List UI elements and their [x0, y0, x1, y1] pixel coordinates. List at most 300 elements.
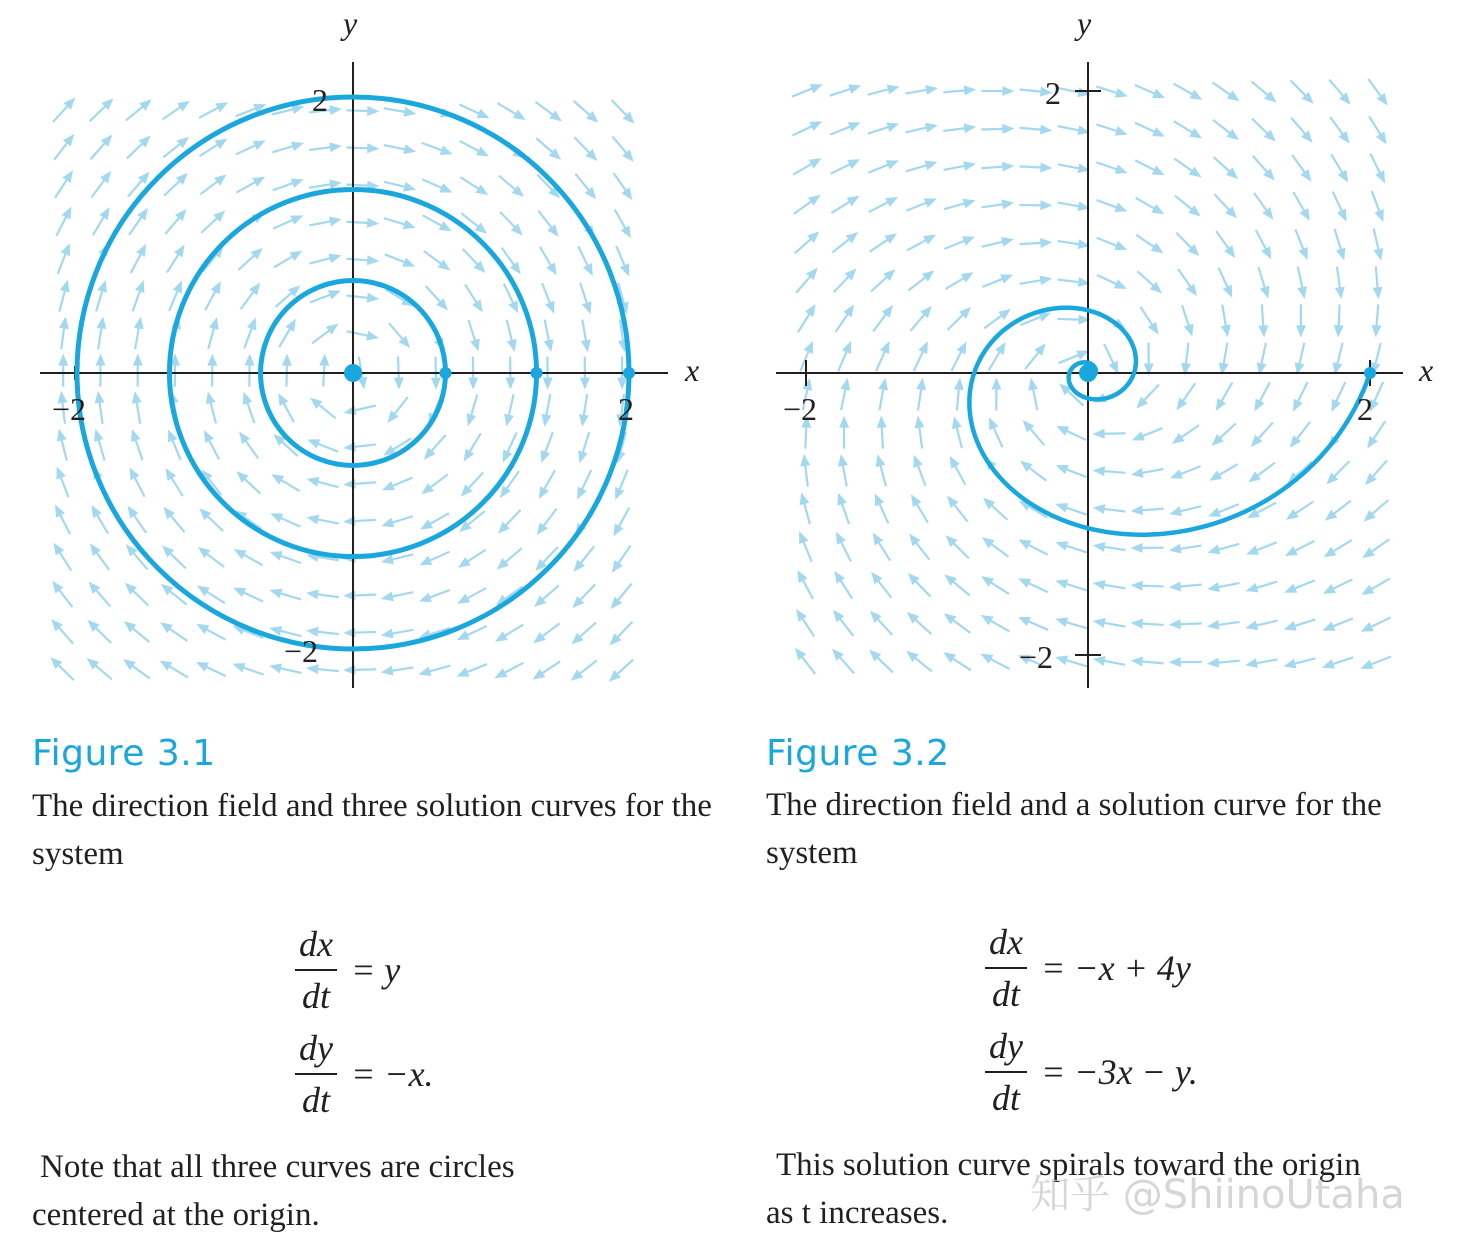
field-arrowhead	[197, 586, 210, 597]
watermark: 知乎 @ShiinoUtaha	[1030, 1172, 1405, 1218]
field-arrowhead	[1040, 238, 1052, 248]
field-arrowhead	[1262, 207, 1273, 220]
right-hand-side: = y	[350, 950, 401, 990]
solution-point	[439, 367, 451, 379]
field-arrowhead	[876, 454, 886, 467]
field-arrowhead	[1132, 431, 1145, 440]
field-arrowhead	[306, 589, 319, 599]
figure-3-1-title: Figure 3.1	[32, 733, 216, 774]
field-arrowhead	[541, 450, 550, 463]
field-arrowhead	[307, 439, 320, 448]
field-arrowhead	[472, 299, 483, 312]
solution-point	[344, 364, 362, 382]
field-arrowhead	[1055, 579, 1068, 589]
y-axis-label: y	[1077, 5, 1092, 41]
field-arrowhead	[419, 593, 432, 602]
fraction	[295, 923, 337, 1017]
field-arrowhead	[367, 106, 379, 116]
field-arrowhead	[543, 378, 553, 390]
field-arrowhead	[537, 522, 548, 535]
field-arrowhead	[1324, 547, 1337, 558]
field-arrowhead	[884, 233, 897, 244]
field-arrowhead	[1056, 465, 1069, 474]
field-arrowhead	[1001, 237, 1014, 247]
field-arrowhead	[1245, 620, 1258, 630]
field-arrowhead	[307, 477, 320, 487]
field-arrowhead	[886, 160, 899, 169]
field-arrowhead	[842, 341, 851, 354]
field-arrowhead	[174, 245, 185, 258]
field-arrowhead	[1131, 543, 1143, 553]
numerator: dy	[295, 1027, 337, 1075]
field-arrowhead	[802, 378, 812, 391]
solution-curve	[969, 308, 1370, 535]
field-arrowhead	[1131, 581, 1143, 591]
field-arrowhead	[245, 354, 255, 366]
field-arrowhead	[582, 301, 592, 314]
field-arrowhead	[1169, 581, 1181, 591]
field-arrowhead	[1002, 86, 1014, 96]
field-arrowhead	[239, 431, 250, 444]
field-arrowhead	[97, 280, 107, 293]
field-arrowhead	[1131, 657, 1143, 667]
field-arrowhead	[913, 455, 922, 468]
field-arrowhead	[925, 85, 938, 95]
equation-row	[295, 1022, 434, 1126]
field-arrowhead	[95, 391, 105, 404]
field-arrowhead	[925, 161, 938, 171]
field-arrowhead	[198, 547, 211, 558]
field-arrowhead	[319, 354, 329, 366]
field-arrowhead	[1334, 325, 1344, 337]
field-arrowhead	[1374, 209, 1383, 222]
x-axis-label: x	[685, 352, 700, 388]
field-arrowhead	[848, 84, 861, 94]
field-arrowhead	[418, 666, 431, 676]
field-arrowhead	[1338, 170, 1348, 183]
field-arrowhead	[1296, 325, 1306, 337]
y-tick-label-pos: 2	[1045, 75, 1061, 111]
field-arrowhead	[847, 196, 860, 207]
field-arrowhead	[982, 537, 995, 548]
field-arrowhead	[621, 187, 632, 200]
solution-curves	[969, 308, 1376, 535]
field-arrowhead	[620, 263, 629, 276]
field-arrowhead	[579, 414, 589, 427]
y-tick-label-neg: −2	[1019, 639, 1054, 675]
field-arrowhead	[1377, 93, 1388, 106]
field-arrowhead	[1248, 471, 1261, 482]
field-arrowhead	[887, 85, 900, 95]
field-arrowhead	[800, 454, 810, 467]
field-arrowhead	[1207, 658, 1219, 668]
field-arrowhead	[173, 281, 182, 294]
field-arrowhead	[233, 663, 246, 672]
field-arrowhead	[366, 331, 379, 341]
field-arrowhead	[1131, 619, 1143, 629]
numerator: dy	[985, 1025, 1027, 1073]
field-arrowhead	[617, 378, 627, 390]
field-arrowhead	[1002, 124, 1014, 134]
field-arrowhead	[160, 660, 173, 670]
field-arrowhead	[840, 378, 850, 391]
field-arrowhead	[1286, 509, 1299, 520]
field-arrowhead	[1093, 504, 1106, 514]
y-axis-label: y	[343, 5, 358, 41]
field-arrowhead	[1208, 507, 1221, 516]
field-arrowhead	[306, 515, 319, 525]
fraction	[985, 921, 1027, 1015]
field-arrowhead	[177, 101, 190, 112]
equation-row	[985, 1020, 1198, 1124]
direction-field	[50, 97, 634, 681]
field-arrowhead	[914, 416, 924, 429]
field-arrowhead	[381, 666, 394, 676]
field-arrowhead	[1093, 580, 1106, 590]
field-arrowhead	[1336, 248, 1346, 261]
field-arrowhead	[215, 139, 228, 150]
field-arrowhead	[96, 317, 106, 330]
field-arrowhead	[207, 354, 217, 366]
field-arrowhead	[1245, 658, 1258, 668]
field-arrowhead	[344, 405, 357, 415]
field-arrowhead	[1114, 203, 1127, 212]
field-arrowhead	[916, 378, 926, 391]
field-arrowhead	[1260, 286, 1270, 299]
field-arrowhead	[507, 339, 517, 352]
field-arrowhead	[243, 392, 252, 405]
field-arrowhead	[475, 184, 488, 195]
field-arrowhead	[367, 218, 379, 228]
field-arrowhead	[1258, 325, 1268, 337]
fraction	[985, 1025, 1027, 1119]
figure-3-1-note: Note that all three curves are circles centered at the origin.	[32, 1149, 515, 1233]
field-arrowhead	[58, 354, 68, 366]
field-arrowhead	[1335, 287, 1345, 300]
field-arrowhead	[100, 171, 111, 184]
field-arrowhead	[839, 416, 849, 428]
field-arrowhead	[94, 429, 104, 442]
field-arrowhead	[133, 354, 143, 366]
field-arrowhead	[329, 217, 342, 227]
field-arrowhead	[132, 391, 142, 404]
field-arrowhead	[1284, 583, 1297, 592]
field-arrowhead	[1169, 619, 1181, 629]
field-arrowhead	[580, 378, 590, 390]
field-arrowhead	[808, 195, 821, 206]
figure-3-2-plot	[731, 0, 1462, 700]
figure-3-2-caption: The direction field and a solution curve for the system	[766, 787, 1382, 871]
field-arrowhead	[799, 531, 808, 544]
field-arrowhead	[998, 309, 1011, 320]
x-tick-label-pos: 2	[618, 391, 634, 427]
field-arrowhead	[1186, 283, 1197, 296]
field-arrowhead	[269, 664, 282, 674]
field-arrowhead	[1018, 617, 1031, 626]
numerator: dx	[295, 923, 337, 971]
field-arrowhead	[1002, 162, 1014, 172]
field-arrowhead	[1040, 200, 1052, 210]
field-arrowhead	[382, 481, 395, 490]
field-arrowhead	[329, 105, 341, 115]
field-arrowhead	[991, 378, 1001, 390]
field-arrowhead	[1207, 620, 1220, 630]
field-arrowhead	[848, 122, 861, 131]
field-arrowhead	[394, 377, 404, 389]
field-arrowhead	[54, 543, 65, 556]
field-arrowhead	[402, 257, 415, 266]
field-arrowhead	[963, 161, 976, 171]
field-arrowhead	[877, 416, 887, 428]
field-arrowhead	[270, 589, 283, 599]
field-arrowhead	[137, 208, 148, 221]
field-arrowhead	[123, 659, 136, 670]
field-arrowhead	[95, 354, 105, 366]
field-arrowhead	[1169, 506, 1182, 516]
field-arrowhead	[1184, 324, 1193, 337]
field-arrowhead	[1283, 659, 1296, 669]
right-hand-side: = −x.	[350, 1054, 434, 1094]
field-arrowhead	[1227, 90, 1240, 101]
field-arrowhead	[1374, 248, 1384, 261]
solution-point	[1364, 367, 1376, 379]
field-arrowhead	[247, 317, 256, 330]
figure-3-2-equations	[985, 916, 1198, 1124]
field-arrowhead	[533, 632, 546, 643]
field-arrowhead	[1373, 287, 1383, 299]
field-arrowhead	[1360, 660, 1373, 669]
x-tick-label-neg: −2	[52, 391, 87, 427]
field-arrowhead	[56, 467, 65, 480]
field-arrowhead	[209, 317, 219, 330]
field-arrowhead	[90, 543, 101, 556]
solution-point	[1079, 364, 1097, 382]
field-arrowhead	[1148, 322, 1159, 335]
field-arrowhead	[57, 429, 67, 442]
field-arrowhead	[1367, 436, 1378, 449]
field-arrowhead	[834, 571, 845, 584]
field-arrowhead	[206, 391, 216, 404]
field-arrowhead	[1020, 461, 1033, 472]
field-arrowhead	[1246, 583, 1259, 593]
field-arrowhead	[1170, 469, 1183, 478]
field-arrowhead	[805, 304, 816, 317]
field-arrowhead	[1297, 286, 1307, 299]
field-arrowhead	[52, 581, 63, 594]
field-arrowhead	[544, 339, 554, 352]
field-arrowhead	[1115, 88, 1128, 98]
field-arrowhead	[1207, 545, 1220, 555]
field-arrowhead	[381, 518, 394, 528]
fraction	[295, 1027, 337, 1121]
field-arrowhead	[403, 144, 416, 154]
field-arrowhead	[404, 107, 417, 117]
field-arrowhead	[1040, 162, 1052, 172]
field-arrowhead	[271, 474, 284, 484]
field-arrowhead	[1221, 325, 1231, 338]
field-arrowhead	[165, 468, 176, 481]
field-arrowhead	[615, 487, 624, 500]
field-arrowhead	[1169, 544, 1182, 554]
field-arrowhead	[131, 429, 140, 442]
figure-3-2-title: Figure 3.2	[766, 733, 950, 774]
field-arrowhead	[343, 442, 355, 452]
field-arrowhead	[504, 414, 514, 427]
field-arrowhead	[62, 170, 73, 183]
field-arrowhead	[403, 220, 416, 230]
field-arrowhead	[964, 123, 977, 133]
field-arrowhead	[381, 629, 394, 639]
field-arrowhead	[1002, 199, 1015, 209]
field-arrowhead	[326, 324, 339, 335]
field-arrowhead	[1093, 656, 1106, 666]
field-arrowhead	[135, 280, 144, 293]
field-arrowhead	[1055, 503, 1068, 512]
field-arrowhead	[962, 236, 975, 245]
field-arrowhead	[1224, 245, 1235, 258]
field-arrowhead	[1189, 128, 1202, 139]
field-arrowhead	[878, 378, 888, 391]
field-arrowhead	[282, 354, 292, 366]
field-arrowhead	[464, 449, 475, 462]
field-arrowhead	[533, 669, 546, 680]
field-arrowhead	[800, 492, 810, 505]
field-arrowhead	[458, 557, 471, 568]
field-arrowhead	[837, 493, 846, 506]
field-arrowhead	[1338, 131, 1349, 144]
field-arrowhead	[944, 613, 957, 624]
denominator: dt	[301, 976, 330, 1016]
field-arrowhead	[381, 591, 394, 601]
field-arrowhead	[456, 667, 469, 676]
field-arrowhead	[1093, 618, 1106, 628]
field-arrowhead	[1115, 164, 1128, 173]
field-arrowhead	[1322, 659, 1335, 668]
field-arrowhead	[214, 175, 227, 186]
field-arrowhead	[1028, 378, 1038, 391]
field-arrowhead	[954, 378, 964, 390]
field-arrowhead	[1189, 166, 1202, 177]
field-arrowhead	[291, 142, 304, 152]
field-arrowhead	[1055, 617, 1068, 627]
field-arrowhead	[924, 198, 937, 207]
field-arrowhead	[470, 339, 480, 352]
field-arrowhead	[1284, 621, 1297, 631]
field-arrowhead	[1298, 247, 1307, 260]
field-arrowhead	[952, 416, 962, 429]
field-arrowhead	[367, 255, 379, 265]
field-arrowhead	[99, 207, 109, 220]
y-tick-label-neg: −2	[284, 633, 319, 669]
field-arrowhead	[128, 506, 139, 519]
field-arrowhead	[1055, 541, 1068, 551]
field-arrowhead	[510, 262, 521, 275]
y-tick-label-pos: 2	[312, 82, 328, 118]
figure-3-1-plot	[0, 0, 731, 700]
field-arrowhead	[545, 301, 554, 314]
field-arrowhead	[505, 378, 515, 390]
field-arrowhead	[963, 199, 976, 209]
field-arrowhead	[328, 290, 341, 299]
field-arrowhead	[1376, 132, 1387, 145]
field-arrowhead	[438, 259, 451, 270]
field-arrowhead	[160, 622, 173, 633]
field-arrowhead	[1372, 325, 1382, 337]
field-arrowhead	[1040, 275, 1053, 285]
field-arrowhead	[60, 280, 70, 293]
field-arrowhead	[59, 317, 69, 330]
field-arrowhead	[1131, 468, 1144, 478]
field-arrowhead	[612, 560, 623, 573]
x-tick-label-neg: −2	[783, 391, 818, 427]
field-arrowhead	[513, 110, 526, 120]
field-arrowhead	[1176, 398, 1187, 411]
field-arrowhead	[291, 179, 304, 188]
numerator: dx	[985, 921, 1027, 969]
denominator: dt	[301, 1080, 330, 1120]
equation-row	[295, 918, 434, 1022]
field-arrowhead	[134, 317, 144, 330]
field-arrowhead	[873, 533, 884, 546]
x-axis-label: x	[1419, 352, 1434, 388]
field-arrowhead	[1093, 542, 1106, 552]
field-arrowhead	[168, 429, 177, 442]
field-arrowhead	[549, 110, 562, 121]
field-arrowhead	[495, 631, 508, 641]
field-arrowhead	[1322, 622, 1335, 631]
field-arrowhead	[578, 450, 588, 463]
field-arrowhead	[843, 305, 854, 318]
field-arrowhead	[329, 142, 342, 152]
field-arrowhead	[1207, 582, 1220, 592]
solution-point	[623, 367, 635, 379]
field-arrowhead	[431, 378, 441, 390]
field-arrowhead	[796, 609, 807, 622]
field-arrowhead	[421, 483, 434, 494]
field-arrowhead	[500, 485, 511, 498]
right-hand-side: = −x + 4y	[1040, 948, 1191, 988]
field-arrowhead	[1038, 313, 1051, 322]
field-arrowhead	[329, 254, 342, 264]
field-arrowhead	[542, 414, 552, 427]
field-arrowhead	[440, 145, 453, 154]
field-arrowhead	[810, 84, 823, 93]
equation-row	[985, 916, 1198, 1020]
field-arrowhead	[804, 341, 813, 354]
field-arrowhead	[1000, 274, 1013, 283]
field-arrowhead	[1246, 545, 1259, 554]
field-arrowhead	[468, 378, 478, 390]
field-arrowhead	[467, 413, 477, 426]
x-tick-label-pos: 2	[1357, 391, 1373, 427]
field-arrowhead	[981, 576, 994, 587]
field-arrowhead	[925, 123, 938, 133]
field-arrowhead	[964, 86, 976, 96]
solution-point	[531, 367, 543, 379]
field-arrowhead	[1300, 169, 1311, 182]
field-arrowhead	[61, 243, 70, 256]
figure-3-1-equations	[295, 918, 434, 1126]
field-arrowhead	[1093, 466, 1105, 476]
field-arrowhead	[886, 122, 899, 132]
field-arrowhead	[1131, 505, 1143, 515]
field-arrowhead	[1055, 656, 1068, 666]
field-arrowhead	[581, 339, 591, 352]
figure-3-2-note: This solution curve spirals toward the origin as t increases.	[766, 1147, 1361, 1231]
field-arrowhead	[270, 551, 283, 560]
field-arrowhead	[1172, 433, 1185, 444]
field-arrowhead	[1114, 241, 1127, 250]
